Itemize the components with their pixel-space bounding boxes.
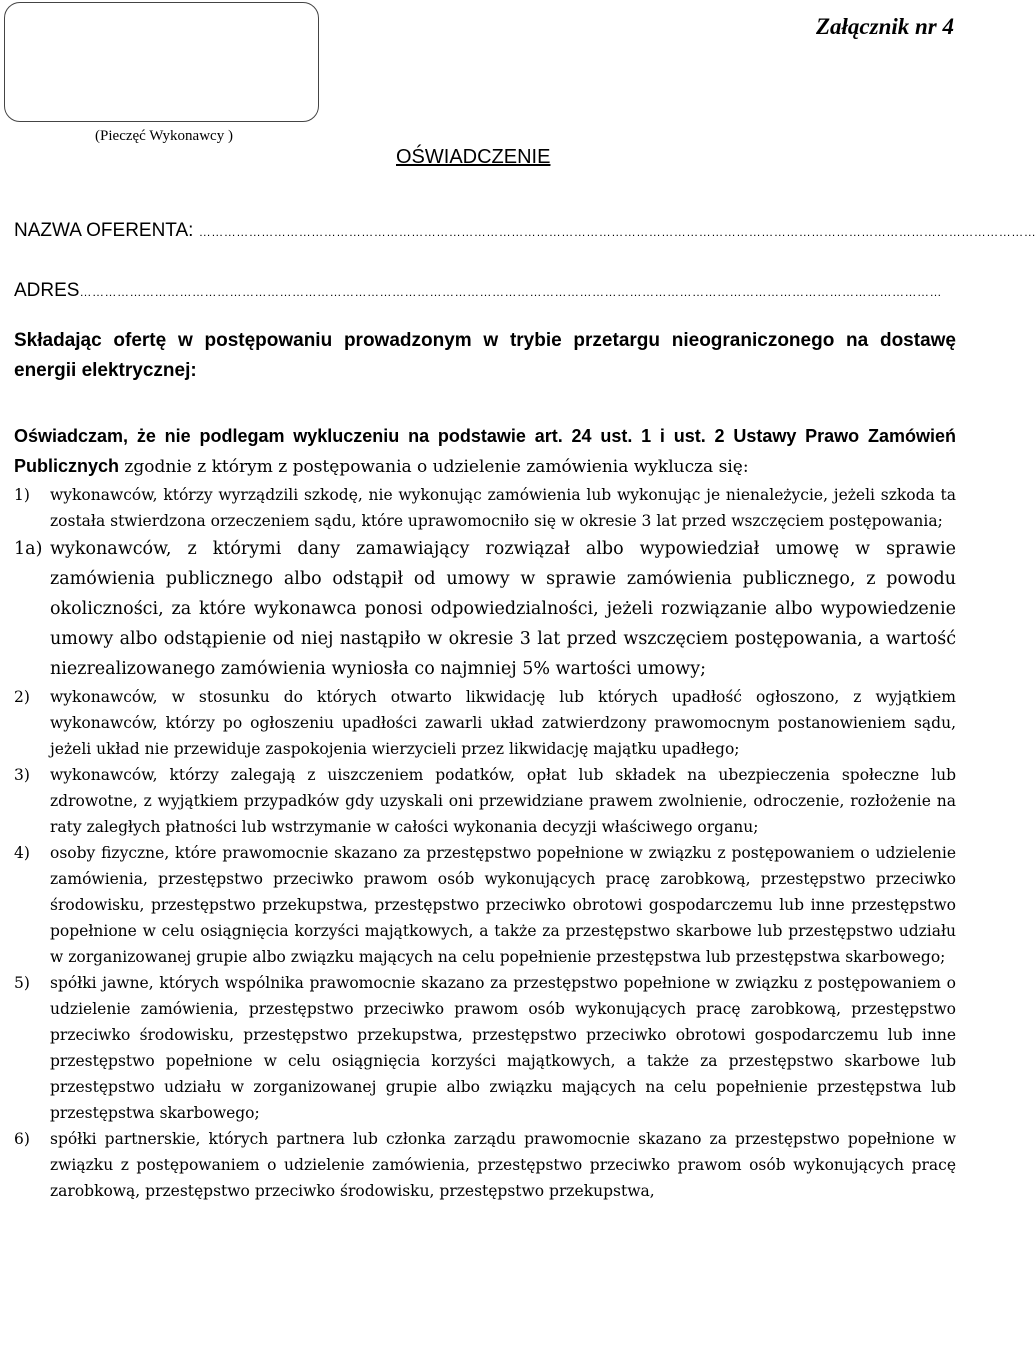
list-item-number: 5) <box>14 974 30 992</box>
list-item-number: 2) <box>14 688 30 706</box>
list-item <box>14 840 956 970</box>
list-item-text: spółki partnerskie, których partnera lub członka zarządu prawomocnie skazano za przestępstwo popełnione w związku z postępowaniem o udzielenie zamówienia, przestępstwo przeciwko prawom osób wykonujących pracę zarobkową, przestępstwo przeciwko środowisku, przestępstwo przekupstwa, <box>50 1130 956 1200</box>
list-item-number: 1a) <box>14 539 43 559</box>
attachment-number: Załącznik nr 4 <box>815 14 954 39</box>
list-item <box>14 684 956 762</box>
list-item-text: wykonawców, w stosunku do których otwarto likwidację lub których upadłość ogłoszono, z wyjątkiem wykonawców, którzy po ogłoszeniu upadłości zawarli układ zatwierdzony prawomocnym postanowieniem sądu, jeżeli układ nie przewiduje zaspokojenia wierzycieli przez likwidację majątku upadłego; <box>50 688 956 758</box>
declaration-rest: zgodnie z którym z postępowania o udzielenie zamówienia wyklucza się: <box>119 457 749 477</box>
list-item <box>14 762 956 840</box>
list-item-number: 6) <box>14 1130 30 1148</box>
list-item-number: 3) <box>14 766 30 784</box>
list-item-number: 1) <box>14 486 30 504</box>
bidder-name-field <box>14 220 1036 242</box>
document-title: OŚWIADCZENIE <box>396 146 551 168</box>
address-label: ADRES <box>14 280 80 301</box>
list-item-number: 4) <box>14 844 30 862</box>
exclusion-list <box>14 482 956 1204</box>
list-item-text: wykonawców, którzy wyrządzili szkodę, nie wykonując zamówienia lub wykonując je nienależycie, jeżeli szkoda ta została stwierdzona orzeczeniem sądu, które uprawomocniło się w okresie 3 lat przed wszczęciem postępowania; <box>50 486 956 530</box>
document-body <box>14 326 956 1204</box>
address-dots: ……………………………………………………………………………………………………………………………………………………………………………………… <box>79 285 942 299</box>
list-item-text: wykonawców, którzy zalegają z uiszczeniem podatków, opłat lub składek na ubezpieczenia społeczne lub zdrowotne, z wyjątkiem przypadków gdy uzyskali oni przewidziane prawem zwolnienie, odroczenie, rozłożenie na raty zaległych płatności lub wstrzymanie w całości wykonania decyzji właściwego organu; <box>50 766 956 836</box>
list-item-text: spółki jawne, których wspólnika prawomocnie skazano za przestępstwo popełnione w związku z postępowaniem o udzielenie zamówienia, przestępstwo przeciwko prawom osób wykonujących pracę zarobkową, przestępstwo przeciwko środowisku, przestępstwo przekupstwa, przestępstwo przeciwko obrotowi gospodarczemu lub inne przestępstwo popełnione w celu osiągnięcia korzyści majątkowych, a także za przestępstwo skarbowe lub przestępstwo udziału w zorganizowanej grupie albo związku mających na celu popełnienie przestępstwa lub przestępstwa skarbowego; <box>50 974 956 1122</box>
list-item <box>14 970 956 1126</box>
declaration-bold: Oświadczam, że nie podlegam wykluczeniu na podstawie art. 24 ust. 1 i ust. 2 Ustawy Prawo Zamówień Publicznych <box>14 426 956 476</box>
list-item-text: wykonawców, z którymi dany zamawiający rozwiązał albo wypowiedział umowę w sprawie zamówienia publicznego albo odstąpił od umowy w sprawie zamówienia publicznego, z powodu okoliczności, za które wykonawca ponosi odpowiedzialności, jeżeli rozwiązanie albo wypowiedzenie umowy albo odstąpienie od niej nastąpiło w okresie 3 lat przed wszczęciem postępowania, a wartość niezrealizowanego zamówienia wyniosła co najmniej 5% wartości umowy; <box>50 539 956 679</box>
intro-paragraph: Składając ofertę w postępowaniu prowadzonym w trybie przetargu nieograniczonego na dostawę energii elektrycznej: <box>14 330 956 381</box>
bidder-name-dots: ………………………………………………………………………………………………………………………………………………………………………………… <box>198 225 1036 239</box>
stamp-caption: (Pieczęć Wykonawcy ) <box>95 128 233 144</box>
list-item-text: osoby fizyczne, które prawomocnie skazano za przestępstwo popełnione w związku z postępowaniem o udzielenie zamówienia, przestępstwo przeciwko prawom osób wykonujących pracę zarobkową, przestępstwo przeciwko środowisku, przestępstwo przekupstwa, przestępstwo przeciwko obrotowi gospodarczemu lub inne przestępstwo popełnione w celu osiągnięcia korzyści majątkowych, a także za przestępstwo skarbowe lub przestępstwo udziału w zorganizowanej grupie albo związku mających na celu popełnienie przestępstwa lub przestępstwa skarbowego; <box>50 844 956 966</box>
bidder-name-label: NAZWA OFERENTA: <box>14 220 194 241</box>
list-item <box>14 534 956 684</box>
declaration-paragraph <box>14 422 956 482</box>
company-stamp-box <box>4 2 319 122</box>
list-item <box>14 482 956 534</box>
address-field <box>14 280 942 302</box>
list-item <box>14 1126 956 1204</box>
